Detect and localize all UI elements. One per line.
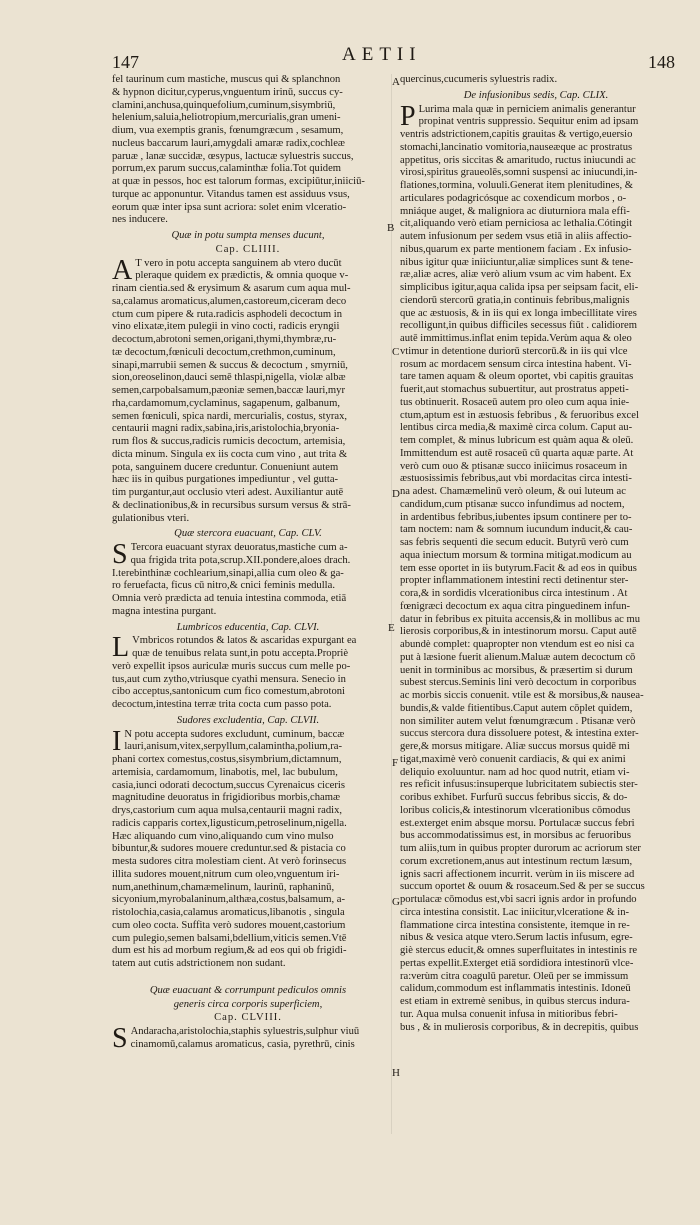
text-line: nucleus baccarum lauri,amygdali amaræ radix,cochleæ: [112, 137, 345, 149]
text-line: nibus igitur quæ iniiciuntur,aliæ simplices sunt & tene-: [400, 256, 634, 268]
text-line: eorum quæ inter ipsa sunt acriora: solet enim vlceratio-: [112, 201, 347, 213]
section-cap: Cap. CLIIII.: [215, 243, 281, 255]
running-head: AETII: [342, 44, 422, 65]
text-line: propter inflammationem intestini recti detinentur ster-: [400, 575, 629, 587]
text-line: gulationibus vteri.: [112, 512, 190, 524]
text-line: que ac æstuosis, & in iis qui ex longa imbecillitate vires: [400, 307, 637, 319]
margin-letter: A: [392, 76, 400, 88]
text-line: articulares podagricósque ac coxendicum morbos , o-: [400, 192, 627, 204]
left-intro: [112, 74, 384, 227]
text-line: illita sudores mouent,nitrum cum oleo,vnguentum iri-: [112, 868, 340, 880]
section-cap: Cap. CLVIII.: [214, 1012, 282, 1024]
section-body: [112, 1023, 384, 1054]
text-line: Hæc aliquando cum vino,aliquando cum vino mulso: [112, 830, 334, 842]
text-line: æstuosissimis febribus,aut vbi mordacitas circa intesti-: [400, 473, 632, 485]
text-line: calidum,commodum est inflammatis intestinis. Idoneū: [400, 983, 631, 995]
text-line: coribus exhibet. Furfurū succus febribus siccis, & do-: [400, 792, 628, 803]
text-line: est etiam in extremè senibus, in quibus stercus indura-: [400, 996, 630, 1007]
left-column: [112, 74, 384, 1052]
text-line: res reficit infusus:insuperque lubricitatem subiectis ster-: [400, 779, 638, 791]
text-line: & hypnon dicitur,cyperus,vnguentum irinū, succus cy-: [112, 86, 343, 98]
text-line: recolligunt,in quibus difficiles secessus fiūt . calidiorem: [400, 320, 637, 332]
text-line: qua frigida trita pota,scrup.XII.pondere,aloes drach.: [130, 554, 351, 566]
text-line: ctum cum pipere & ruta.radicis asphodeli decoctum in: [112, 308, 343, 320]
text-line: Omnia verò prædicta ad tenuia intestina commoda, etiā: [112, 593, 347, 604]
text-line: nibus & vesica atque vtero.Serum lactis infusum, egre-: [400, 932, 633, 944]
section-body: [112, 725, 384, 971]
text-line: bus accommodatissimus est, in morsibus ac feruoribus: [400, 830, 631, 842]
section-title: Lumbricos educentia, Cap. CLVI.: [176, 621, 320, 633]
text-line: casia,iunci odorati decoctum,succus Cyrenaicus ciceris: [112, 779, 345, 791]
text-line: turque ac apponuntur. Vitandus tamen est assiduus vsus,: [112, 188, 350, 200]
text-line: cora,& in sordidis vlcerationibus circa intestinum . At: [400, 588, 628, 599]
text-line: uenit in torminibus ac morsibus, & præsertim si durum: [400, 664, 633, 676]
right-column: [400, 74, 672, 1034]
text-line: tigat,maximè verò conuenit cardiacis, & qui ex animi: [400, 753, 626, 765]
section-body: [400, 100, 672, 1035]
text-line: ra:verùm citra coagulū paretur. Oleū per se immissum: [400, 970, 629, 982]
text-line: cum pulegio,semen balsami,bdellium,viticis semen.Vtē: [112, 932, 347, 944]
text-line: tam noctem: nam & somnum iucundum inducit,& cau-: [400, 524, 633, 536]
text-line: tæ decoctum,fœniculi decoctum,crethmon,cuminum,: [112, 346, 336, 358]
text-line: pertas expellit.Exterget etiā sordidiora intestinorū vlce-: [400, 957, 634, 969]
text-line: quercinus,cucumeris syluestris radix.: [400, 74, 558, 85]
text-line: dicta minum. Singula ex iis cocta cum vino , aut trita &: [112, 448, 348, 460]
text-line: rum flos & succus,radicis rumicis decoctum, artemisia,: [112, 436, 346, 447]
margin-letter: G: [392, 896, 400, 908]
drop-cap: A: [112, 254, 133, 286]
text-line: Lurima mala quæ in perniciem animalis generantur: [418, 103, 636, 115]
text-line: paruæ , lanæ succidæ, œsypus, lactucæ syluestris succus,: [112, 150, 354, 162]
text-line: Andaracha,aristolochia,staphis syluestris,sulphur viuū: [130, 1026, 360, 1037]
margin-letter: B: [387, 222, 395, 234]
text-line: tem esse oportet in iis butyrum.Facit & ad eos in quibus: [400, 562, 637, 574]
text-line: succum oportet & ouum & rosaceum.Sed & per se succus: [400, 881, 645, 893]
text-line: semen,carpobalsamum,pæoniæ semen,baccæ lauri,myr: [112, 385, 346, 396]
text-line: vtimur in detentione duriorū stercorū.& in iis qui vlce: [400, 345, 628, 357]
text-line: bus , & in mulierosis corporibus, & in decrepitis, quibus: [400, 1021, 639, 1033]
text-line: nibus,quarum ex parte mentionem faciam . Ex infusio-: [400, 243, 632, 255]
text-line: circa intestina consistit. Lac iniicitur,vlceratione & in-: [400, 906, 630, 918]
text-line: tus obtinuerit. Rosaceū autem pro oleo cum aqua inie-: [400, 396, 630, 408]
text-line: tum aliis,tum in quibus propter durorum ac acriorum ster: [400, 843, 641, 854]
text-line: quæ de tenuibus relata sunt,in potu accepta.Propriè: [132, 648, 349, 659]
drop-cap: P: [400, 100, 416, 132]
text-line: & declinationibus,& in recursibus sursum versus & strā-: [112, 499, 351, 511]
text-line: ræ,aliæ acres, aliæ verò alium vsum ac vim habent. Ex: [400, 269, 632, 281]
text-line: portulacæ cōmodus est,vbi sacri ignis ardor in profundo: [400, 894, 637, 905]
text-line: tim purgantur,aut occlusio vteri adest. Auxiliantur autē: [112, 487, 344, 498]
text-line: tus,aut cum zytho,vtriusque cyathi mensura. Senecio in: [112, 673, 346, 685]
text-line: phani cortex comestus,costus,sisymbrium,dictamnum,: [112, 754, 342, 765]
section-title: De infusionibus sedis, Cap. CLIX.: [463, 89, 609, 101]
text-line: dum est his ad morbum regium,& ad eos qui ob frigidi-: [112, 945, 347, 957]
text-line: ventris adstrictionem,capitis grauitas & vertigo,euersio: [400, 129, 633, 140]
text-line: sion,oreoselinon,dauci semē thlaspi,nigella, violæ albæ: [112, 372, 346, 384]
text-line: tem complet, & minus lubricum est quàm aqua & oleū.: [400, 435, 634, 446]
text-line: hæc iis in quibus purgationes impediuntur , vel gutta-: [112, 474, 339, 486]
section-title: Quæ in potu sumpta menses ducunt,: [171, 230, 325, 241]
text-line: Immittendum est autē rosaceū cū quarta aquæ parte. At: [400, 447, 634, 459]
text-line: lierosis corporibus,& in intestinorum morsu. Caput autē: [400, 626, 637, 638]
text-line: flationes,tormina, voluuli.Generat item plenitudines, &: [400, 180, 634, 191]
text-line: subest stercus.Seminis lini verò decoctum in corporibus: [400, 677, 637, 689]
text-line: flammatione circa intestina consistente, itemque in re-: [400, 919, 630, 931]
drop-cap: S: [112, 539, 128, 570]
text-line: sinapi,marrubii semen & succus & decoctum , smyrniū,: [112, 359, 348, 371]
text-line: dium, vua exemptis granis, fœnumgræcum , sesamum,: [112, 125, 344, 136]
left-page-number: 147: [112, 52, 139, 72]
text-line: cibo acceptus,santonicum cum fico comestum,abrotoni: [112, 686, 345, 698]
drop-cap: I: [112, 725, 122, 757]
text-line: bibuntur,& sudores mouere creduntur.sed & pistacia co: [112, 843, 346, 855]
text-line: ctum,aptum est in æstuosis febribus , & feruoribus excel: [400, 409, 639, 421]
text-line: decoctum,abrotoni semen,origani,thymi,thymbræ,ru-: [112, 334, 337, 345]
section-body: [112, 539, 384, 619]
text-line: ciendorū stercorū gratia,in continuis febribus,malignis: [400, 294, 630, 306]
text-line: gere,& morsus mitigare. Aliæ succus morsus quidē mi: [400, 741, 630, 752]
section-title: Sudores excludentia, Cap. CLVII.: [176, 714, 320, 726]
text-line: bundis,& valde fitientibus.Caput autem cōplet quidem,: [400, 702, 633, 714]
text-line: aqua iniectum morsum & tormina mitigat.modicum au: [400, 549, 632, 561]
drop-cap: L: [112, 632, 130, 664]
text-line: candidum,cum ptisanæ succo infundimus ad noctem,: [400, 498, 625, 510]
text-line: ignis sacri affectionem incurrit. verùm in iis miscere ad: [400, 868, 635, 880]
text-line: verò expellit ipsos auriculæ muris succus cum melle po-: [112, 660, 351, 672]
text-line: semen fœniculi, spica nardi, mercurialis, costus, styrax,: [112, 410, 348, 422]
section-body: [112, 632, 384, 712]
text-line: helenium,saluia,heliotropium,mercurialis,gran umeni-: [112, 112, 341, 124]
text-line: num,anethinum,chamæmelinum, laurinū, raphaninū,: [112, 881, 335, 893]
text-line: simplicibus igitur,aqua calida ipsa per seipsam facit, eli-: [400, 282, 639, 293]
section-body: [112, 254, 384, 526]
text-line: pleraque quidem ex prædictis, & omnia quoque v-: [135, 270, 349, 282]
text-line: autem infusionum per sedem vsus etiā in aliis affectio-: [400, 231, 632, 242]
text-line: ro feruefacta, ficus cū nitro,& cnici feminis medulla.: [112, 580, 335, 592]
text-line: appetitus, oris siccitas & amaritudo, ructus iniucundi ac: [400, 154, 636, 166]
text-line: na adest. Chamæmelinū verò oleum, & oui luteum ac: [400, 486, 626, 497]
text-line: mniáque auget, & maligniora ac diuturniora mala effi-: [400, 205, 630, 217]
text-line: cinamomū,calamus aromaticus, casia, pyrethrū, cinis: [130, 1038, 355, 1050]
section-title: Quæ stercora euacuant, Cap. CLV.: [174, 528, 322, 540]
section-title: generis circa corporis superficiem,: [173, 998, 323, 1010]
text-line: lauri,anisum,vitex,serpyllum,calamintha,polium,ra-: [124, 741, 343, 753]
text-line: tatem aut cutis adstrictionem non sudant.: [112, 958, 286, 969]
text-line: put à læsione fuerit alienum.Maluæ autem decoctum cō: [400, 651, 636, 663]
text-line: magnitudine deuoratus in frigidioribus morbis,chamæ: [112, 792, 341, 804]
right-page-number: 148: [648, 52, 675, 72]
text-line: rha,cardamomum,cyclaminus, sagapenum, galbanum,: [112, 397, 340, 409]
text-line: propinat ventris suppressio. Sequitur enim ad ipsam: [418, 116, 639, 128]
text-line: in ardentibus febribus,iubentes ipsum continere per to-: [400, 511, 632, 523]
margin-letter: F: [392, 757, 399, 769]
text-line: clamini,anchusa,quinquefolium,cuminum,sisymbriū,: [112, 99, 336, 111]
text-line: non similiter autem velut fœnumgræcum . Ptisanæ verò: [400, 715, 636, 727]
margin-letter: D: [392, 488, 400, 500]
text-line: ristolochia,casia,calamus aromaticus,libanotis , singula: [112, 907, 345, 918]
text-line: rosum ac mordacem sensum circa intestina habent. Vi-: [400, 358, 632, 370]
text-line: corum excretionem,anus aut intestinum rectum læsum,: [400, 855, 633, 867]
text-line: N potu accepta sudores excludunt, cuminum, baccæ: [124, 728, 345, 740]
text-line: centaurii magni radix,sabina,iris,aristolochia,bryonia-: [112, 423, 340, 435]
text-line: stomachi,lancinatio vomitoria,nauseæque ac prostratus: [400, 141, 633, 153]
text-line: deliquio exoluuntur. nam ad hoc quod nutrit, etiam vi-: [400, 766, 630, 778]
text-line: mesta sudores citra molestiam cient. At verò forinsecus: [112, 856, 347, 867]
text-line: cum oleo cocta. Suffita verò sudores mouent,castorium: [112, 919, 346, 931]
text-line: rinam cientia.sed & erysimum & asarum cum aqua mul-: [112, 283, 351, 294]
text-line: fuerit,aut stomachus subuertitur, aut prostratus appeti-: [400, 384, 629, 395]
text-line: lentibus circa media,& maximè circa colum. Caput au-: [400, 422, 633, 434]
margin-letter: H: [392, 1067, 400, 1079]
text-line: verò cum ouo & ptisanæ succo iniicimus rosaceum in: [400, 460, 628, 472]
text-line: nes inducere.: [112, 214, 168, 226]
text-line: T vero in potu accepta sanguinem ab vtero ducūt: [135, 257, 342, 269]
text-line: tur. Aqua mulsa conuenit infusa in mitioribus febri-: [400, 1008, 618, 1020]
text-line: sa,calamus aromaticus,alumen,castoreum,ciceram deco: [112, 295, 347, 307]
text-line: at quæ in pessos, hoc est talorum formas, excipiūtur,iniiciū-: [112, 176, 365, 187]
text-line: abundè complet: quapropter non vtendum est eo nisi ca: [400, 639, 635, 650]
margin-letter: E: [388, 622, 395, 634]
right-intro: [400, 74, 672, 87]
text-line: decoctum,intestina terræ trita cocta cum passo pota.: [112, 699, 332, 710]
text-line: sicyonium,myrobalaninum,althæa,costus,balsamum, a-: [112, 894, 346, 906]
section-title: Quæ euacuant & corrumpunt pediculos omnis: [149, 984, 347, 996]
text-line: tare tamen aquam & oleum oportet, vbi capitis grauitas: [400, 371, 634, 383]
text-line: loribus colicis,& intestinorum vlcerationibus cōmodus: [400, 804, 631, 816]
text-line: giè stercus educit,& omnes superfluitates in intestinis re: [400, 945, 638, 956]
text-line: datur in febribus ex pituita accensis,& in mollibus ac mu: [400, 613, 641, 625]
drop-cap: S: [112, 1023, 128, 1054]
text-line: radicis capparis cortex,ligusticum,petroselinum,nigella.: [112, 817, 347, 829]
text-line: fel taurinum cum mastiche, muscus qui & splanchnon: [112, 74, 341, 85]
text-line: autē immittimus.inflat enim tepida.Verùm aqua & oleo: [400, 333, 632, 344]
text-line: artemisia, cardamomum, linabotis, mel, lac bubulum,: [112, 766, 338, 778]
text-line: ac morbis siccis conuenit. vtile est & morsibus,& nausea-: [400, 690, 644, 701]
text-line: magna intestina purgant.: [112, 605, 217, 617]
text-line: virosi,spiritus graueolēs,somni suspensi ac iniucundi,in-: [400, 167, 638, 179]
text-line: est.exterget enim absque morsu. Portulacæ succus febri: [400, 817, 635, 829]
text-line: drys,castorium cum aqua mulsa,centaurii magni radix,: [112, 805, 343, 816]
text-line: pota, sanguinem ducere creduntur. Conueniunt autem: [112, 461, 339, 473]
text-line: fœnigræci decoctum ex aqua citra pinguedinem infun-: [400, 600, 631, 612]
text-line: Vmbricos rotundos & latos & ascaridas expurgant ea: [132, 635, 357, 647]
text-line: porrum,ex parum succus,calaminthæ folia.Tot quidem: [112, 163, 342, 175]
margin-letter: C: [392, 346, 400, 358]
text-line: cit,aliquando verò etiam perniciosa ac lethalia.Cótingit: [400, 218, 633, 230]
text-line: I.terebinthinæ cochlearium,sinapi,allia cum oleo & ga-: [112, 567, 344, 579]
text-line: sas febris sequenti die secum educit. Butyrū verò cum: [400, 537, 629, 548]
text-line: succus stercora dura dissoluere potest, & intestina exter-: [400, 728, 639, 740]
text-line: vino elixatæ,item pulegii in vino cocti, radicis eryngii: [112, 321, 340, 333]
text-line: Tercora euacuant styrax deuoratus,mastiche cum a-: [130, 542, 348, 553]
